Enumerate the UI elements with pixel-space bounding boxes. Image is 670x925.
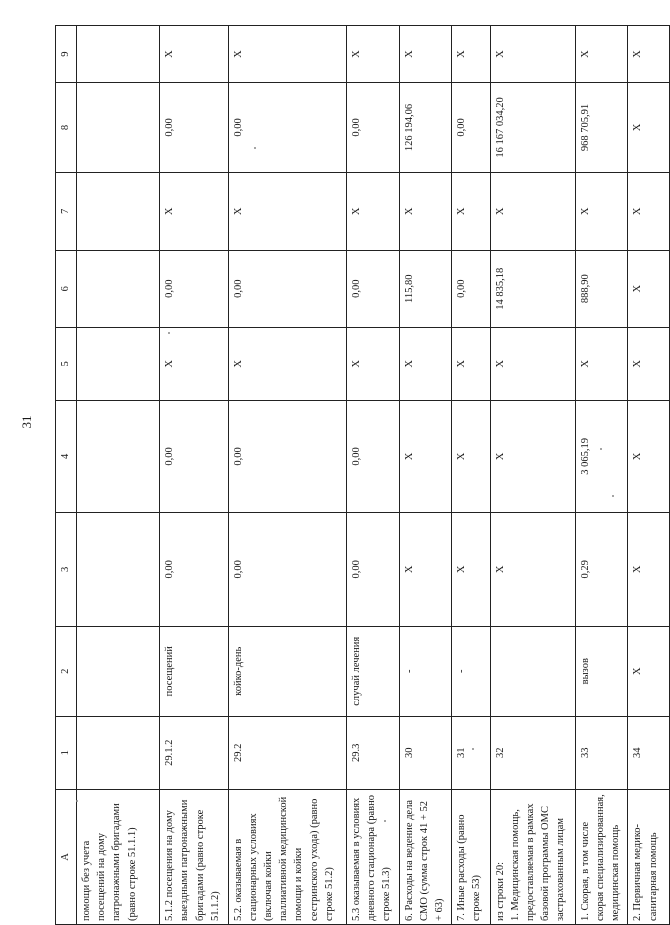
cell-c8: 126 194,06	[399, 83, 452, 173]
cell-c9: X	[399, 26, 452, 83]
row-code: 33	[575, 716, 628, 789]
cell-c8: 16 167 034,20	[490, 83, 575, 173]
row-code: 32	[490, 716, 575, 789]
row-code: 31	[452, 716, 490, 789]
cell-c7: X	[628, 172, 670, 250]
row-name: 1. Скорая, в том числе скорая специализированная, медицинская помощь	[575, 789, 628, 924]
cell-c7: X	[346, 172, 399, 250]
col-header-3: 3	[56, 512, 77, 626]
cell-c7: X	[160, 172, 228, 250]
cell-c9: X	[575, 26, 628, 83]
cell-c8: 968 705,91	[575, 83, 628, 173]
cell-c7: X	[452, 172, 490, 250]
cell-c5: X	[228, 327, 346, 400]
header-row	[56, 26, 77, 925]
row-unit: X	[628, 626, 670, 716]
table-row	[628, 26, 670, 925]
cell-c7	[77, 172, 160, 250]
row-code: 29.2	[228, 716, 346, 789]
col-header-4: 4	[56, 401, 77, 513]
col-header-6: 6	[56, 250, 77, 327]
cell-c9: X	[228, 26, 346, 83]
cell-c3: X	[399, 512, 452, 626]
cell-c3: X	[628, 512, 670, 626]
cell-c9	[77, 26, 160, 83]
table-row	[228, 26, 346, 925]
col-header-1: 1	[56, 716, 77, 789]
cell-c3: X	[490, 512, 575, 626]
cell-c7: X	[228, 172, 346, 250]
col-header-9: 9	[56, 26, 77, 83]
cell-c9: X	[452, 26, 490, 83]
cell-c5: X	[160, 327, 228, 400]
cell-c5: X	[490, 327, 575, 400]
cell-c4: 0,00	[346, 401, 399, 513]
cell-c6	[77, 250, 160, 327]
table-row	[77, 26, 160, 925]
cell-c7: X	[490, 172, 575, 250]
col-header-2: 2	[56, 626, 77, 716]
cell-c5: X	[399, 327, 452, 400]
scan-speck	[612, 495, 614, 497]
scan-speck	[76, 800, 78, 802]
col-header-7: 7	[56, 172, 77, 250]
row-unit: посещений	[160, 626, 228, 716]
cell-c6: 14 835,18	[490, 250, 575, 327]
row-unit	[77, 626, 160, 716]
row-unit: койко-день	[228, 626, 346, 716]
table-row	[490, 26, 575, 925]
scan-speck	[472, 748, 474, 750]
cell-c4: X	[490, 401, 575, 513]
scan-speck	[254, 147, 256, 149]
cell-c3	[77, 512, 160, 626]
cell-c9: X	[160, 26, 228, 83]
cell-c7: X	[575, 172, 628, 250]
cell-c4: 0,00	[160, 401, 228, 513]
scan-speck	[600, 448, 602, 450]
cell-c5: X	[628, 327, 670, 400]
rotated-table-frame	[55, 25, 670, 925]
cell-c3: X	[452, 512, 490, 626]
col-header-a: A	[56, 789, 77, 924]
table-row	[399, 26, 452, 925]
data-table	[55, 25, 670, 925]
scan-speck	[168, 332, 170, 334]
row-name: 2. Первичная медико-санитарная помощь	[628, 789, 670, 924]
cell-c8: 0,00	[228, 83, 346, 173]
cell-c6: 0,00	[452, 250, 490, 327]
cell-c6: 0,00	[228, 250, 346, 327]
row-name: 5.2. оказываемая в стационарных условиях (включая койки паллиативной медицинской помощи и койки сестринского ухода) (равно строке 51.2)	[228, 789, 346, 924]
cell-c3: 0,00	[228, 512, 346, 626]
cell-c5	[77, 327, 160, 400]
row-code: 30	[399, 716, 452, 789]
table-row	[452, 26, 490, 925]
page-number: 31	[19, 415, 34, 429]
cell-c4: X	[399, 401, 452, 513]
cell-c8: 0,00	[452, 83, 490, 173]
cell-c6: X	[628, 250, 670, 327]
row-unit: -	[452, 626, 490, 716]
cell-c8	[77, 83, 160, 173]
row-name: 5.3 оказываемая в условиях дневного стационара (равно строке 51.3)	[346, 789, 399, 924]
cell-c5: X	[575, 327, 628, 400]
row-name: 6. Расходы на ведение дела СМО (сумма строк 41 + 52 + 63)	[399, 789, 452, 924]
table-row	[160, 26, 228, 925]
cell-c4: 0,00	[228, 401, 346, 513]
row-unit: -	[399, 626, 452, 716]
table-row	[346, 26, 399, 925]
cell-c8: 0,00	[346, 83, 399, 173]
cell-c7: X	[399, 172, 452, 250]
cell-c3: 0,29	[575, 512, 628, 626]
col-header-5: 5	[56, 327, 77, 400]
row-name: 5.1.2 посещения на дому выездными патронажными бригадами (равно строке 51.1.2)	[160, 789, 228, 924]
row-name: 7. Иные расходы (равно строке 53)	[452, 789, 490, 924]
row-unit: случай лечения	[346, 626, 399, 716]
cell-c6: 0,00	[346, 250, 399, 327]
cell-c4: 3 065,19	[575, 401, 628, 513]
cell-c3: 0,00	[346, 512, 399, 626]
row-name: помощи без учета посещений на дому патронажными бригадами (равно строке 51.1.1)	[77, 789, 160, 924]
cell-c8: X	[628, 83, 670, 173]
cell-c6: 888,90	[575, 250, 628, 327]
cell-c4: X	[452, 401, 490, 513]
cell-c5: X	[346, 327, 399, 400]
cell-c9: X	[490, 26, 575, 83]
scan-speck	[384, 820, 386, 822]
cell-c9: X	[346, 26, 399, 83]
row-code: 29.3	[346, 716, 399, 789]
cell-c4	[77, 401, 160, 513]
cell-c6: 115,80	[399, 250, 452, 327]
row-unit: вызов	[575, 626, 628, 716]
cell-c8: 0,00	[160, 83, 228, 173]
cell-c5: X	[452, 327, 490, 400]
row-code: 29.1.2	[160, 716, 228, 789]
col-header-8: 8	[56, 83, 77, 173]
table-row	[575, 26, 628, 925]
cell-c3: 0,00	[160, 512, 228, 626]
cell-c4: X	[628, 401, 670, 513]
cell-c9: X	[628, 26, 670, 83]
row-code	[77, 716, 160, 789]
row-unit	[490, 626, 575, 716]
row-name: из строки 20: 1. Медицинская помощь, предоставляемая в рамках базовой программы ОМС застрахованным лицам	[490, 789, 575, 924]
row-code: 34	[628, 716, 670, 789]
cell-c6: 0,00	[160, 250, 228, 327]
